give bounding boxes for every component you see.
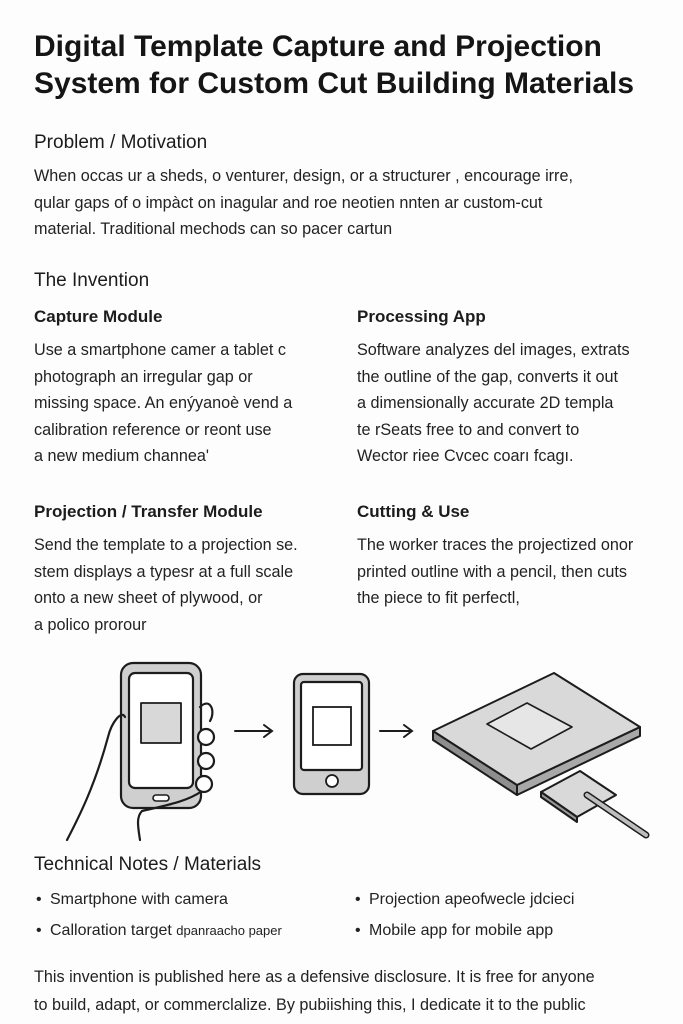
disclosure-line-2: to build, adapt, or commerclalize. By pubiishing this, I dedicate it to the public bbox=[34, 996, 586, 1014]
tech-item-right-1 bbox=[355, 890, 574, 910]
processing-line-3: a dimensionally accurate 2D templa bbox=[357, 394, 614, 412]
cutting-heading: Cutting & Use bbox=[357, 502, 470, 521]
arrow-right-icon-2 bbox=[380, 725, 412, 737]
cut-piece-and-pencil-icon bbox=[541, 771, 646, 835]
bullet-icon: • bbox=[355, 922, 361, 939]
problem-heading: Problem / Motivation bbox=[34, 132, 208, 153]
tech-item-right-1-text: Projection apeofwecle jdcieci bbox=[369, 891, 575, 908]
processing-line-5: Wector riee Cvcec coarı fcagı. bbox=[357, 447, 574, 465]
tech-item-left-2 bbox=[36, 921, 282, 941]
document-title: Digital Template Capture and Projection System for Custom Cut Building Materials bbox=[34, 30, 635, 100]
cutting-line-2: printed outline with a pencil, then cuts bbox=[357, 562, 627, 581]
projection-heading: Projection / Transfer Module bbox=[34, 502, 263, 521]
tech-item-left-1 bbox=[36, 890, 228, 910]
problem-text bbox=[34, 163, 664, 243]
projection-line-1: Send the template to a projection se. bbox=[34, 536, 298, 554]
arrow-right-icon bbox=[235, 725, 272, 737]
tech-item-right-2-text: Mobile app for mobile app bbox=[369, 922, 554, 939]
cutting-text bbox=[357, 532, 667, 612]
capture-line-3: missing space. An enýyanoè vend a bbox=[34, 394, 293, 412]
problem-line-2: qular gaps of o impàct on inagular and roe neotien nnten ar custom-cut bbox=[34, 193, 543, 212]
projection-text bbox=[34, 532, 334, 638]
capture-text bbox=[34, 337, 334, 470]
problem-line-3: material. Traditional mechods can so pacer cartun bbox=[34, 220, 393, 238]
processing-line-4: te rSeats free to and convert to bbox=[357, 420, 580, 439]
tech-item-left-2-text: Calloration target bbox=[50, 922, 172, 939]
invention-heading: The Invention bbox=[34, 270, 150, 291]
plywood-sheet-icon bbox=[433, 673, 640, 795]
problem-line-1: When occas ur a sheds, o venturer, design, or a structurer , encourage irre, bbox=[34, 167, 573, 185]
capture-line-2: photograph an irregular gap or bbox=[34, 367, 253, 386]
bullet-icon: • bbox=[36, 922, 42, 939]
cutting-line-3: the piece to fit perfectl, bbox=[357, 589, 520, 607]
processing-heading: Processing App bbox=[357, 307, 486, 326]
bullet-icon: • bbox=[36, 891, 42, 908]
processing-line-1: Software analyzes del images, extrats bbox=[357, 341, 630, 359]
projection-line-3: onto a new sheet of plywood, or bbox=[34, 589, 263, 607]
capture-line-1: Use a smartphone camer a tablet c bbox=[34, 341, 286, 359]
cutting-line-1: The worker traces the projectized onor bbox=[357, 536, 634, 554]
workflow-illustration bbox=[0, 655, 683, 845]
tech-item-left-1-text: Smartphone with camera bbox=[50, 891, 228, 908]
processing-line-2: the outline of the gap, converts it out bbox=[357, 367, 618, 386]
disclosure-line-1: This invention is published here as a defensive disclosure. It is free for anyone bbox=[34, 968, 595, 986]
capture-line-5: a new medium channea' bbox=[34, 447, 209, 465]
projection-line-4: a polico prorour bbox=[34, 615, 147, 634]
tech-item-left-2-tail: dpanraacho paper bbox=[176, 923, 282, 938]
projection-line-2: stem displays a typesr at a full scale bbox=[34, 562, 294, 581]
capture-heading: Capture Module bbox=[34, 307, 163, 326]
technical-heading: Technical Notes / Materials bbox=[34, 854, 262, 875]
hand-holding-phone-icon bbox=[67, 663, 214, 840]
processing-text bbox=[357, 337, 667, 470]
disclosure-text bbox=[34, 963, 674, 1019]
phone-app-icon bbox=[294, 674, 369, 794]
tech-item-right-2 bbox=[355, 921, 553, 941]
capture-line-4: calibration reference or reont use bbox=[34, 420, 272, 439]
bullet-icon: • bbox=[355, 891, 361, 908]
